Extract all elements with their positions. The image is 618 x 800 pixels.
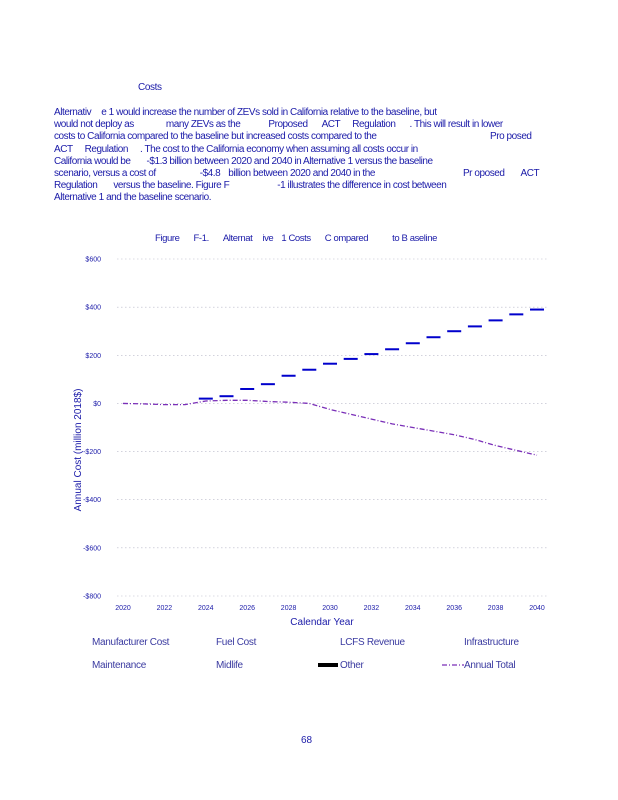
title-run: C ompared [324,233,369,244]
y-tick-label: -$400 [83,497,101,505]
legend-total-label: Annual Total [464,660,516,671]
x-tick-label: 2034 [405,605,421,612]
text-run: Regulation [54,180,98,192]
text-run: would not deploy as [54,119,134,131]
legend-total-swatch [442,661,464,669]
text-run: billion between 2020 and 2040 in the [228,167,375,179]
text-run: Proposed [268,119,308,131]
annual-total-line [123,400,537,455]
y-tick-label: -$200 [83,449,101,457]
x-tick-label: 2020 [115,605,131,612]
legend-other-swatch [318,663,338,667]
x-tick-label: 2026 [239,605,255,612]
text-run: ACT [321,119,341,131]
legend-fuel: Fuel Cost [216,637,257,648]
x-tick-label: 2032 [363,605,380,612]
chart-grid [117,259,548,596]
text-run: versus the baseline. Figure F [113,180,230,192]
text-run: . The cost to the California economy when assuming all costs occur in [139,143,418,155]
legend-manufacturer: Manufacturer Cost [92,637,170,648]
text-run: Regulation [84,143,128,155]
text-run: ACT [54,143,73,155]
legend-lcfs: LCFS Revenue [340,637,405,648]
x-tick-label: 2022 [156,605,173,612]
legend-maintenance: Maintenance [92,660,146,671]
legend-infrastructure: Infrastructure [464,637,519,648]
x-tick-label: 2030 [322,605,338,612]
y-tick-label: $400 [85,304,101,312]
x-axis-label: Calendar Year [290,617,354,628]
text-run: Alternative 1 and the baseline scenario. [54,192,212,204]
y-tick-label: $600 [85,256,101,264]
y-tick-label: -$600 [83,545,101,553]
text-run: Pr oposed [462,167,505,179]
x-tick-labels [115,605,545,612]
text-run: many ZEVs as the [165,119,241,131]
x-tick-label: 2024 [198,605,214,612]
legend-midlife: Midlife [216,660,243,671]
x-tick-label: 2040 [529,605,545,612]
text-run: -$4.8 [199,167,221,179]
title-run: Figure [155,233,180,244]
y-tick-label: $200 [85,352,101,360]
x-tick-label: 2028 [280,605,297,612]
y-tick-label: $0 [93,400,101,408]
text-run: ACT [520,167,540,179]
x-tick-label: 2036 [446,605,462,612]
page-number: 68 [301,735,313,746]
y-tick-label: -$800 [83,593,101,601]
section-heading: Costs [138,82,162,93]
text-run: California would be [54,155,131,167]
text-run: e 1 would increase the number of ZEVs sold in California relative to the baseline, but [101,107,437,118]
title-run: 1 Costs [281,233,311,244]
text-run: -$1.3 billion between 2020 and 2040 in Alternative 1 versus the baseline [146,155,433,167]
text-run: Alternativ [54,107,92,118]
legend-other-label: Other [340,660,364,671]
text-run: costs to California compared to the baseline but increased costs compared to the [54,131,377,143]
chart-marks [123,310,544,456]
title-run: ive [262,233,274,244]
x-tick-label: 2038 [487,605,504,612]
text-run: scenario, versus a cost of [54,167,156,179]
y-axis-label: Annual Cost (million 2018$) [73,388,84,512]
legend-annual-total [442,660,515,671]
title-run: F-1. [193,233,209,244]
title-run: to B aseline [392,233,437,244]
text-run: . This will result in lower [409,119,503,131]
text-run: Regulation [352,119,396,131]
title-run: Alternat [222,233,253,244]
text-run: -1 illustrates the difference in cost between [277,180,447,192]
text-run: Pro posed [490,131,532,143]
legend-other [318,660,364,671]
y-tick-labels [83,257,101,601]
